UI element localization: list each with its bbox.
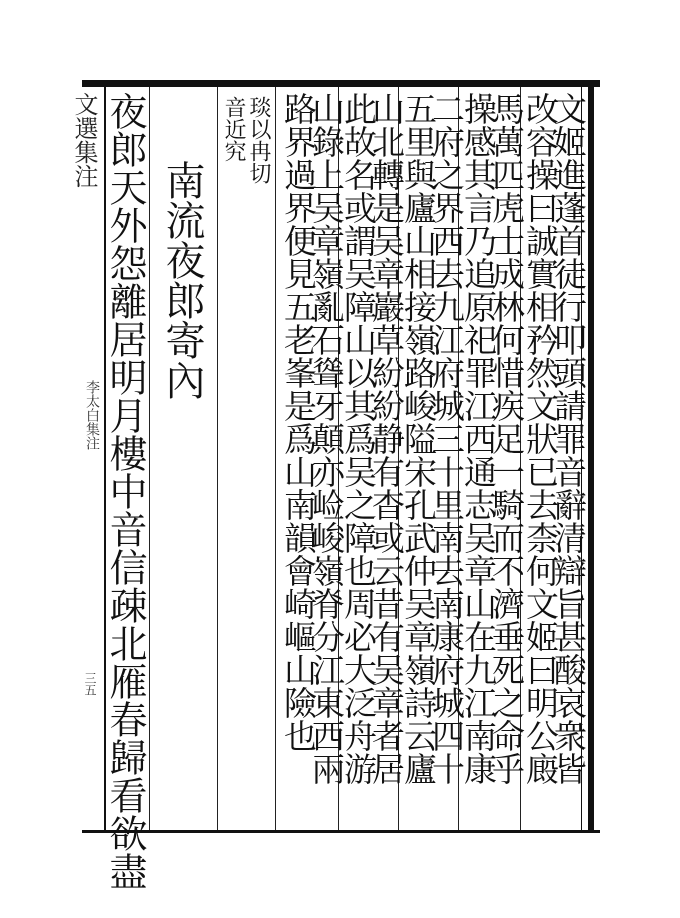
- right-border-rule: [588, 80, 594, 833]
- spine-label: 李太白集注: [84, 380, 100, 450]
- margin-fragment-text: 文選集注: [70, 92, 98, 188]
- bottom-border-rule: [82, 830, 600, 833]
- commentary-line: 二府之界西去九江府城三十里南去南康府城四十: [427, 92, 466, 785]
- commentary-line: 山北轉是吴章巖草紛紛静有杳或云昔有吴章者居: [367, 92, 406, 785]
- column-rule: [217, 87, 218, 830]
- commentary-line: 路界過界便見五老峯是爲山南韻會崎嶇山險也: [279, 92, 318, 752]
- top-border-rule: [82, 80, 600, 87]
- pronunciation-note: 音近究: [221, 96, 246, 162]
- commentary-line: 山錄上吴章嶺亂石聳牙顛亦崄峻嶺脊分江東西兩: [307, 92, 346, 785]
- pronunciation-note: 琰以冉切: [246, 96, 271, 184]
- commentary-line: 操感其言乃追原祀罪江西通志吴章山在九江南康: [459, 92, 498, 785]
- poem-title: 南流夜郎寄內: [159, 160, 205, 400]
- commentary-line: 五里與廬山相接嶺路峻隘宋孔武仲吴章嶺詩云廬: [399, 92, 438, 785]
- commentary-line: 馬萬匹虎士成林何惜疾足一騎而不濟垂死之命乎: [487, 92, 526, 785]
- poem-main-line: 夜郎天外怨離居明月樓中音信疎北雁春歸看欲盡: [103, 92, 147, 890]
- commentary-line: 改容操曰誠實相矜然文狀已去柰何文姬曰明公廄: [521, 92, 560, 785]
- column-rule: [149, 87, 150, 830]
- folio-number: 三五: [83, 672, 97, 696]
- commentary-line: 此故名或謂吴障山以其爲吴之障也周必大泛舟游: [339, 92, 378, 785]
- column-rule: [275, 87, 276, 830]
- commentary-line: 文姬進蓬首徒行叩頭請罪音辭清辯旨甚酸哀衆皆: [549, 92, 588, 785]
